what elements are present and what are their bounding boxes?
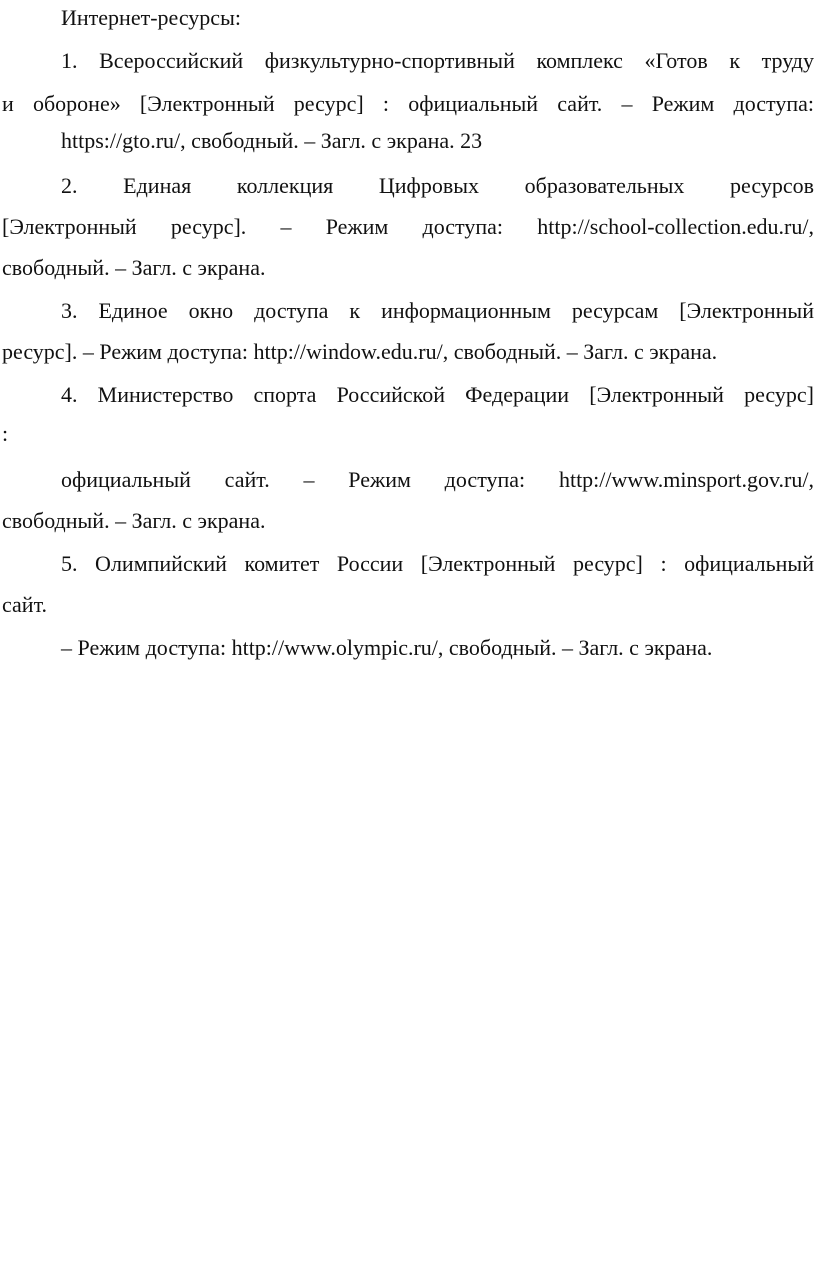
- list-item-2-line-3: свободный. – Загл. с экрана.: [2, 255, 266, 280]
- list-item-2-line-1: 2. Единая коллекция Цифровых образовательных ресурсов: [61, 173, 814, 198]
- list-item-3-line-2: ресурс]. – Режим доступа: http://window.edu.ru/, свободный. – Загл. с экрана.: [2, 339, 718, 364]
- list-item-4-line-4: свободный. – Загл. с экрана.: [2, 508, 266, 533]
- list-item-4-line-3: официальный сайт. – Режим доступа: http://www.minsport.gov.ru/,: [61, 467, 814, 492]
- list-item-4-line-2: :: [2, 421, 9, 446]
- list-item-4-line-1: 4. Министерство спорта Российской Федерации [Электронный ресурс]: [61, 382, 814, 407]
- list-item-1-line-1: 1. Всероссийский физкультурно-спортивный комплекс «Готов к труду: [61, 48, 814, 73]
- list-item-5-line-2: сайт.: [2, 592, 48, 617]
- list-item-3-line-1: 3. Единое окно доступа к информационным ресурсам [Электронный: [61, 298, 814, 323]
- section-heading: Интернет-ресурсы:: [61, 5, 241, 30]
- list-item-2-line-2: [Электронный ресурс]. – Режим доступа: http://school-collection.edu.ru/,: [2, 214, 814, 239]
- list-item-5-line-3: – Режим доступа: http://www.olympic.ru/, свободный. – Загл. с экрана.: [61, 635, 713, 660]
- list-item-5-line-1: 5. Олимпийский комитет России [Электронный ресурс] : официальный: [61, 551, 814, 576]
- list-item-1-line-3: https://gto.ru/, свободный. – Загл. с экрана. 23: [61, 128, 483, 153]
- list-item-1-line-2: и обороне» [Электронный ресурс] : официальный сайт. – Режим доступа:: [2, 91, 814, 116]
